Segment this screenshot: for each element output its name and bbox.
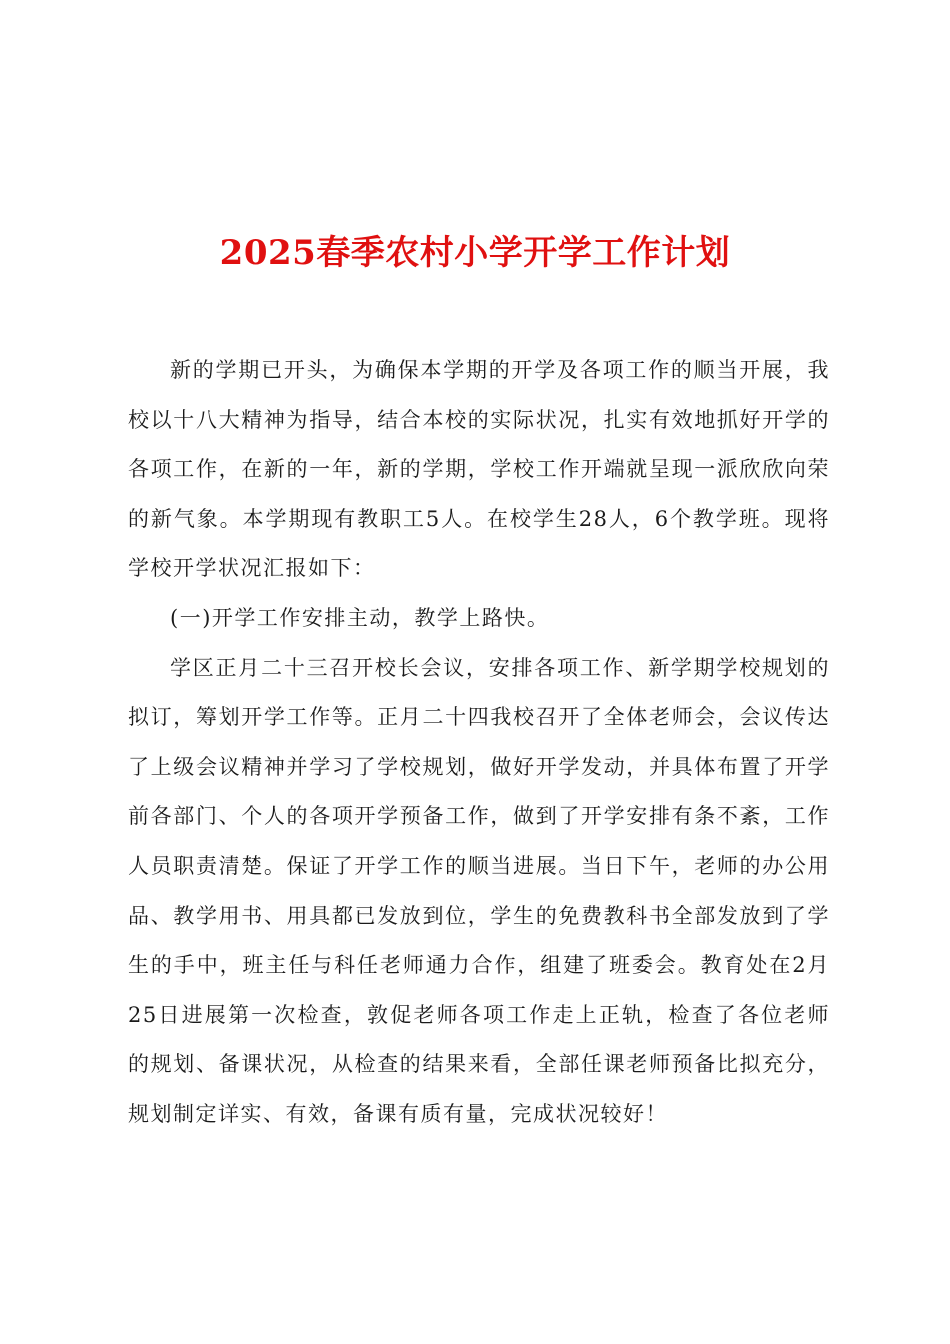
document-title: 2025春季农村小学开学工作计划 — [219, 232, 731, 273]
document-body — [128, 346, 830, 1140]
paragraph-details: 学区正月二十三召开校长会议，安排各项工作、新学期学校规划的拟订，筹划开学工作等。正月二十四我校召开了全体老师会，会议传达了上级会议精神并学习了学校规划，做好开学发动，并具体布置了开学前各部门、个人的各项开学预备工作，做到了开学安排有条不紊，工作人员职责清楚。保证了开学工作的顺当进展。当日下午，老师的办公用品、教学用书、用具都已发放到位，学生的免费教科书全部发放到了学生的手中，班主任与科任老师通力合作，组建了班委会。教育处在2月25日进展第一次检查，敦促老师各项工作走上正轨，检查了各位老师的规划、备课状况，从检查的结果来看，全部任课老师预备比拟充分，规划制定详实、有效，备课有质有量，完成状况较好！ — [128, 655, 830, 1126]
paragraph-section-heading: (一)开学工作安排主动，教学上路快。 — [170, 605, 550, 630]
paragraph-intro: 新的学期已开头，为确保本学期的开学及各项工作的顺当开展，我校以十八大精神为指导，结合本校的实际状况，扎实有效地抓好开学的各项工作，在新的一年，新的学期，学校工作开端就呈现一派欣欣向荣的新气象。本学期现有教职工5人。在校学生28人，6个教学班。现将学校开学状况汇报如下： — [128, 358, 830, 581]
